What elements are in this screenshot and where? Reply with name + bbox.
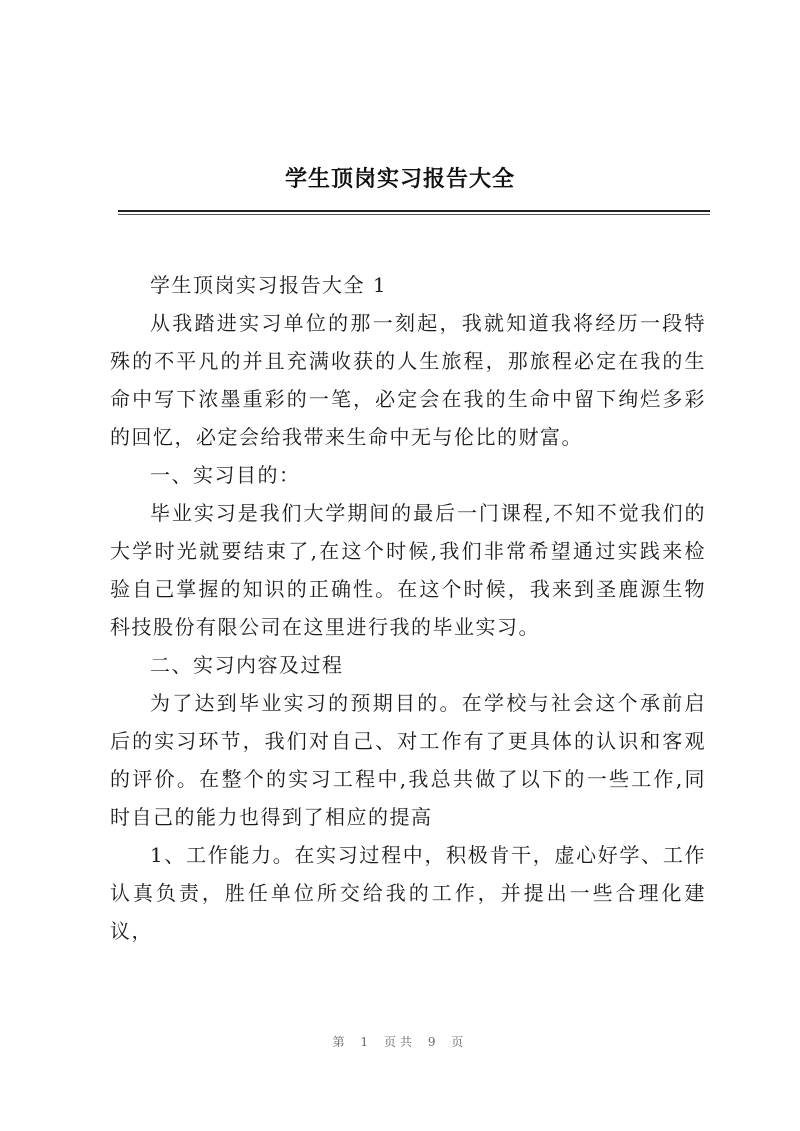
body-paragraph: 1、工作能力。在实习过程中，积极肯干，虚心好学、工作认真负责，胜任单位所交给我的工作，并提出一些合理化建议， (110, 843, 706, 943)
page-footer (0, 1033, 800, 1050)
document-body (110, 266, 706, 950)
title-divider (118, 210, 710, 212)
body-paragraph: 从我踏进实习单位的那一刻起，我就知道我将经历一段特殊的不平凡的并且充满收获的人生旅程，那旅程必定在我的生命中写下浓墨重彩的一笔，必定会在我的生命中留下绚烂多彩的回忆，必定会给我带来生命中无与伦比的财富。 (110, 311, 706, 449)
body-paragraph: 为了达到毕业实习的预期目的。在学校与社会这个承前启后的实习环节，我们对自己、对工作有了更具体的认识和客观的评价。在整个的实习工程中,我总共做了以下的一些工作,同时自己的能力也得到了相应的提高 (110, 691, 706, 829)
section-heading: 一、实习目的： (150, 463, 301, 487)
footer-total-pages: 9 (427, 1035, 440, 1049)
footer-page-number: 1 (360, 1035, 373, 1049)
title-divider-thin (118, 214, 710, 215)
section-heading: 学生顶岗实习报告大全 1 (150, 273, 388, 297)
footer-suffix: 页 (451, 1035, 468, 1049)
section-heading: 二、实习内容及过程 (150, 653, 344, 677)
page-title: 学生顶岗实习报告大全 (284, 167, 515, 192)
footer-middle: 页共 (383, 1035, 416, 1049)
footer-prefix: 第 (332, 1035, 349, 1049)
body-paragraph: 毕业实习是我们大学期间的最后一门课程,不知不觉我们的大学时光就要结束了,在这个时候,我们非常希望通过实践来检验自己掌握的知识的正确性。在这个时候，我来到圣鹿源生物科技股份有限公司在这里进行我的毕业实习。 (110, 501, 706, 639)
